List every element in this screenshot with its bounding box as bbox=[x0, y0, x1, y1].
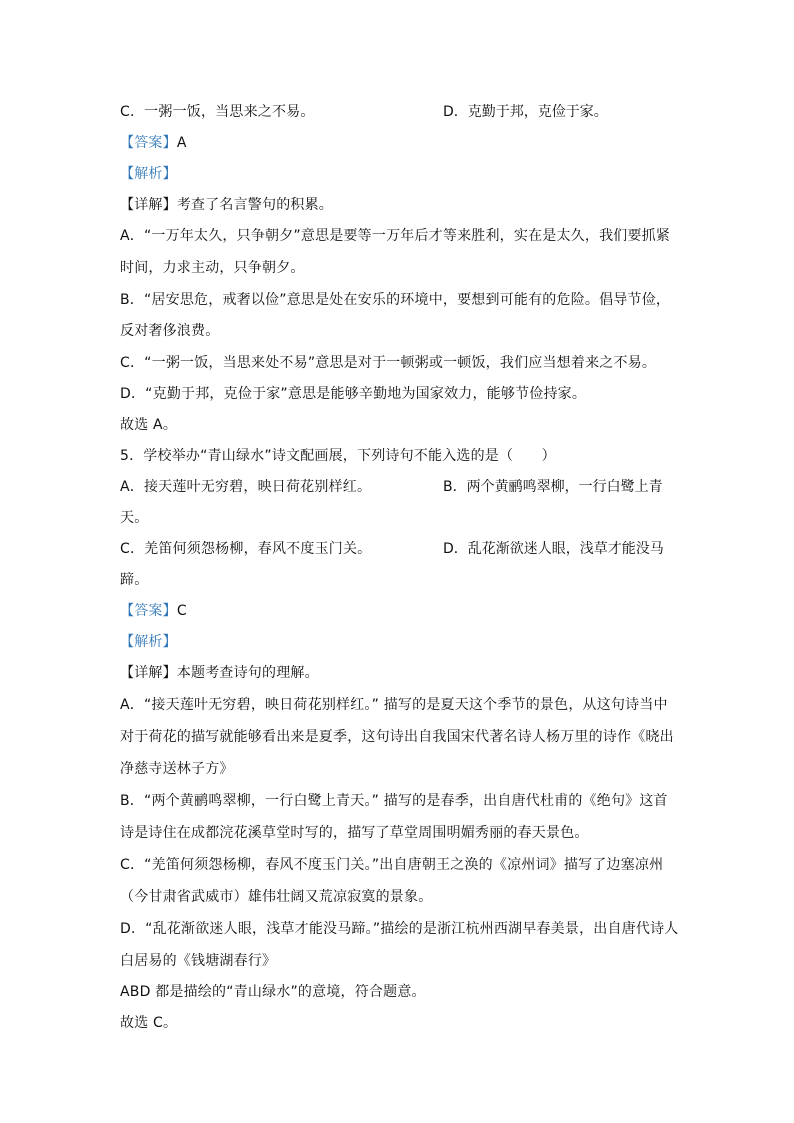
q5-line-a2: 对于荷花的描写就能够看出来是夏季，这句诗出自我国宋代著名诗人杨万里的诗作《晓出 bbox=[120, 729, 674, 745]
q5-conclusion: ABD 都是描绘的“青山绿水”的意境，符合题意。 bbox=[120, 984, 426, 1000]
q5-option-d: D．乱花渐欲迷人眼，浅草才能没马 bbox=[443, 541, 664, 557]
q4-line-d: D．“克勤于邦，克俭于家”意思是能够辛勤地为国家效力，能够节俭持家。 bbox=[120, 386, 587, 402]
q5-line-c1: C．“羌笛何须怨杨柳，春风不度玉门关。”出自唐朝王之涣的《凉州词》描写了边塞凉州 bbox=[120, 857, 664, 873]
q4-line-b2: 反对奢侈浪费。 bbox=[120, 323, 220, 339]
q4-option-c: C．一粥一饭，当思来之不易。 bbox=[120, 104, 315, 120]
q5-line-c2: （今甘肃省武威市）雄伟壮阔又荒凉寂寞的景象。 bbox=[120, 889, 433, 905]
q4-line-a2: 时间，力求主动，只争朝夕。 bbox=[120, 260, 305, 276]
q5-line-a3: 净慈寺送林子方》 bbox=[120, 761, 234, 777]
answer-value: A bbox=[176, 135, 187, 151]
q4-analysis-tag: 【解析】 bbox=[120, 166, 177, 182]
detail-text: 考查了名言警句的积累。 bbox=[176, 197, 334, 213]
q5-stem: 5．学校举办“青山绿水”诗文配画展，下列诗句不能入选的是（ ） bbox=[120, 448, 556, 464]
q5-line-b2: 诗是诗住在成都浣花溪草堂时写的，描写了草堂周围明媚秀丽的春天景色。 bbox=[120, 825, 589, 841]
q4-detail bbox=[120, 197, 333, 213]
q5-option-b: B．两个黄鹂鸣翠柳，一行白鹭上青 bbox=[443, 479, 663, 495]
detail-tag: 【详解】 bbox=[120, 665, 177, 681]
q4-answer bbox=[120, 135, 187, 151]
q5-line-d2: 白居易的《钱塘湖春行》 bbox=[120, 953, 277, 969]
q4-choice: 故选 A。 bbox=[120, 417, 178, 433]
q4-line-c: C．“一粥一饭，当思来处不易”意思是对于一顿粥或一顿饭，我们应当想着来之不易。 bbox=[120, 355, 657, 371]
answer-value: C bbox=[176, 603, 187, 619]
q5-option-b-cont: 天。 bbox=[120, 510, 149, 526]
q5-option-d-cont: 蹄。 bbox=[120, 572, 149, 588]
q5-line-a1: A．“接天莲叶无穷碧，映日荷花别样红。” 描写的是夏天这个季节的景色，从这句诗当中 bbox=[120, 697, 668, 713]
q5-line-b1: B．“两个黄鹂鸣翠柳，一行白鹭上青天。” 描写的是春季，出自唐代杜甫的《绝句》这首 bbox=[120, 793, 668, 809]
q4-option-d: D．克勤于邦，克俭于家。 bbox=[443, 104, 608, 120]
q5-analysis-tag: 【解析】 bbox=[120, 634, 177, 650]
q5-option-a: A．接天莲叶无穷碧，映日荷花别样红。 bbox=[120, 479, 372, 495]
q4-line-a1: A．“一万年太久，只争朝夕”意思是要等一万年后才等来胜利，实在是太久，我们要抓紧 bbox=[120, 228, 671, 244]
q5-line-d1: D．“乱花渐欲迷人眼，浅草才能没马蹄。”描绘的是浙江杭州西湖早春美景，出自唐代诗人 bbox=[120, 921, 679, 937]
answer-tag: 【答案】 bbox=[120, 135, 177, 151]
detail-tag: 【详解】 bbox=[120, 197, 177, 213]
q5-option-c: C．羌笛何须怨杨柳，春风不度玉门关。 bbox=[120, 541, 372, 557]
q5-choice: 故选 C。 bbox=[120, 1015, 178, 1031]
q5-answer bbox=[120, 603, 187, 619]
answer-tag: 【答案】 bbox=[120, 603, 177, 619]
q5-detail bbox=[120, 665, 319, 681]
detail-text: 本题考查诗句的理解。 bbox=[176, 665, 319, 681]
q4-line-b1: B．“居安思危，戒奢以俭”意思是处在安乐的环境中，要想到可能有的危险。倡导节俭， bbox=[120, 292, 671, 308]
